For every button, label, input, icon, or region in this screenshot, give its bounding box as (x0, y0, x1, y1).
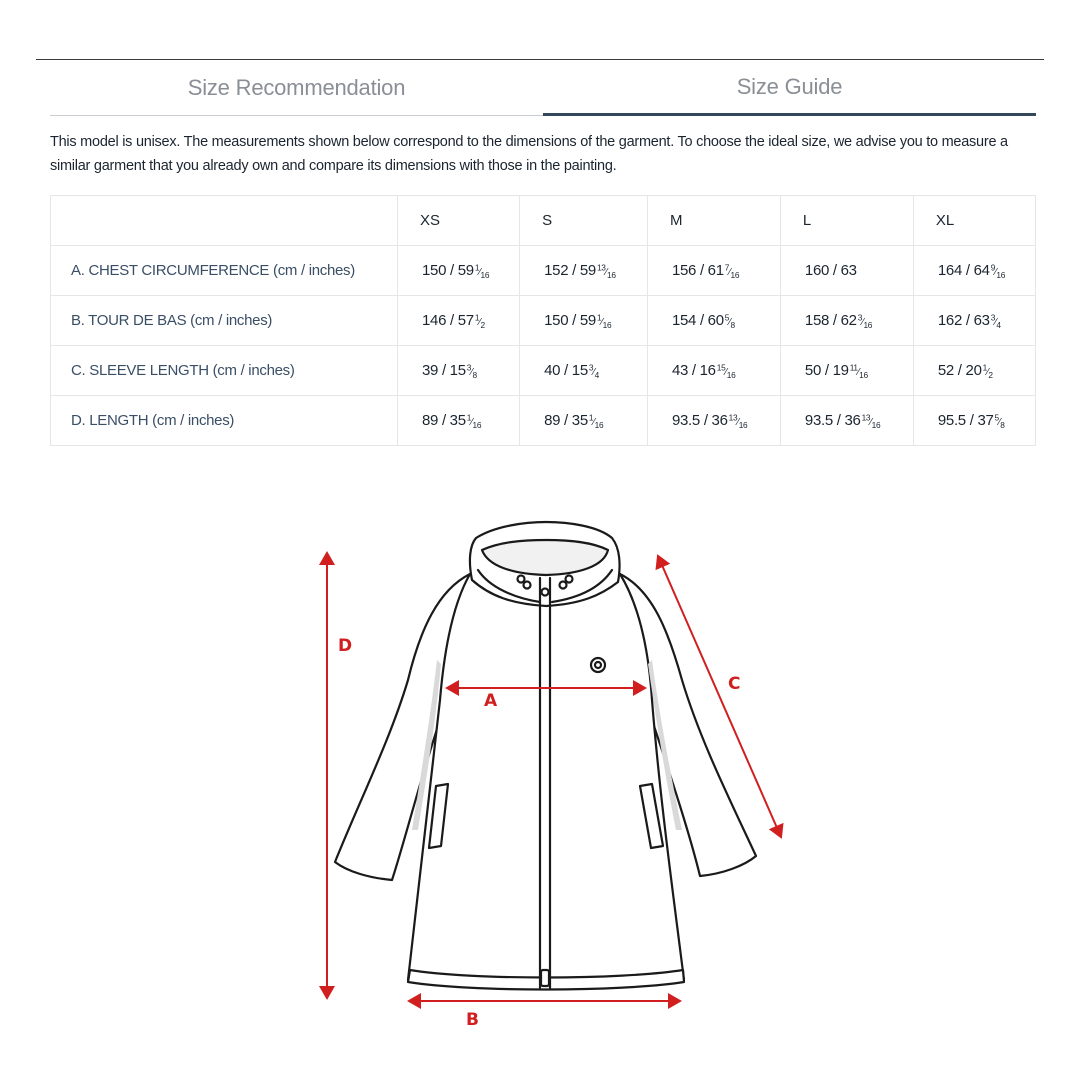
table-cell: $152 / 59^{13}⁄_{16}$ (520, 246, 648, 296)
measure-label-c: C (728, 674, 741, 694)
zipper-pull (541, 970, 549, 986)
fraction: $^1⁄_2$ (474, 312, 485, 330)
table-cell: $93.5 / 36^{13}⁄_{16}$ (780, 396, 913, 446)
table-cell: $154 / 60^5⁄_8$ (647, 296, 780, 346)
table-cell: $156 / 61^7⁄_{16}$ (647, 246, 780, 296)
table-row (51, 396, 1036, 446)
tab-size-recommendation[interactable]: Size Recommendation (50, 60, 543, 116)
fraction: $^{15}⁄_{16}$ (716, 362, 736, 380)
table-cell: $95.5 / 37^5⁄_8$ (913, 396, 1035, 446)
fraction: $^{13}⁄_{16}$ (596, 262, 616, 280)
drawcord-right (566, 576, 573, 583)
size-header-l: L (780, 196, 913, 246)
table-row (51, 346, 1036, 396)
size-header-xs: XS (398, 196, 520, 246)
drawcord-left-2 (524, 582, 531, 589)
table-cell: $162 / 63^3⁄_4$ (913, 296, 1035, 346)
size-table (50, 195, 1036, 446)
fraction: $^1⁄_{16}$ (466, 412, 482, 430)
measure-label-d: D (338, 636, 353, 656)
fraction: $^3⁄_4$ (588, 362, 599, 380)
jacket-body (408, 574, 684, 988)
row-label-sleeve: C. SLEEVE LENGTH (cm / inches) (51, 346, 398, 396)
fraction: $^1⁄_{16}$ (474, 262, 490, 280)
fraction: $^3⁄_4$ (990, 312, 1001, 330)
table-cell: $146 / 57^1⁄_2$ (398, 296, 520, 346)
fraction: $^3⁄_{16}$ (857, 312, 873, 330)
table-row (51, 296, 1036, 346)
jacket-measurement-diagram (300, 505, 800, 1045)
fraction: $^3⁄_8$ (466, 362, 477, 380)
table-corner-cell (51, 196, 398, 246)
table-cell: $164 / 64^9⁄_{16}$ (913, 246, 1035, 296)
table-cell: $150 / 59^1⁄_{16}$ (520, 296, 648, 346)
brand-logo (591, 658, 605, 672)
size-header-xl: XL (913, 196, 1035, 246)
drawcord-right-2 (560, 582, 567, 589)
row-label-chest: A. CHEST CIRCUMFERENCE (cm / inches) (51, 246, 398, 296)
table-row (51, 246, 1036, 296)
fraction: $^1⁄_{16}$ (588, 412, 604, 430)
fraction: $^1⁄_{16}$ (596, 312, 612, 330)
tab-size-guide[interactable]: Size Guide (543, 60, 1036, 116)
size-header-s: S (520, 196, 648, 246)
row-label-hem: B. TOUR DE BAS (cm / inches) (51, 296, 398, 346)
table-cell: $89 / 35^1⁄_{16}$ (398, 396, 520, 446)
row-label-length: D. LENGTH (cm / inches) (51, 396, 398, 446)
table-cell: $50 / 19^{11}⁄_{16}$ (780, 346, 913, 396)
table-cell: $89 / 35^1⁄_{16}$ (520, 396, 648, 446)
fraction: $^5⁄_8$ (994, 412, 1005, 430)
fraction: $^{13}⁄_{16}$ (861, 412, 881, 430)
fraction: $^9⁄_{16}$ (990, 262, 1006, 280)
fraction: $^{11}⁄_{16}$ (849, 362, 868, 380)
table-cell: 160 / 63 (780, 246, 913, 296)
fraction: $^5⁄_8$ (724, 312, 735, 330)
table-cell: $40 / 15^3⁄_4$ (520, 346, 648, 396)
table-cell: $93.5 / 36^{13}⁄_{16}$ (647, 396, 780, 446)
measure-label-a: A (484, 691, 498, 711)
zipper-top (542, 589, 549, 596)
table-cell: $150 / 59^1⁄_{16}$ (398, 246, 520, 296)
table-cell: $39 / 15^3⁄_8$ (398, 346, 520, 396)
size-header-m: M (647, 196, 780, 246)
measure-label-b: B (466, 1010, 479, 1030)
jacket-illustration (335, 522, 756, 990)
fraction: $^7⁄_{16}$ (724, 262, 740, 280)
table-cell: $43 / 16^{15}⁄_{16}$ (647, 346, 780, 396)
size-tabs (50, 60, 1036, 116)
drawcord-left (518, 576, 525, 583)
size-header-row (51, 196, 1036, 246)
fraction: $^{13}⁄_{16}$ (728, 412, 748, 430)
table-cell: $52 / 20^1⁄_2$ (913, 346, 1035, 396)
fraction: $^1⁄_2$ (982, 362, 993, 380)
size-guide-intro: This model is unisex. The measurements shown below correspond to the dimensions of the garment. To choose the ideal size, we advise you to measure a similar garment that you already own and compare its dimensions with those in the painting. (50, 134, 1008, 174)
table-cell: $158 / 62^3⁄_{16}$ (780, 296, 913, 346)
